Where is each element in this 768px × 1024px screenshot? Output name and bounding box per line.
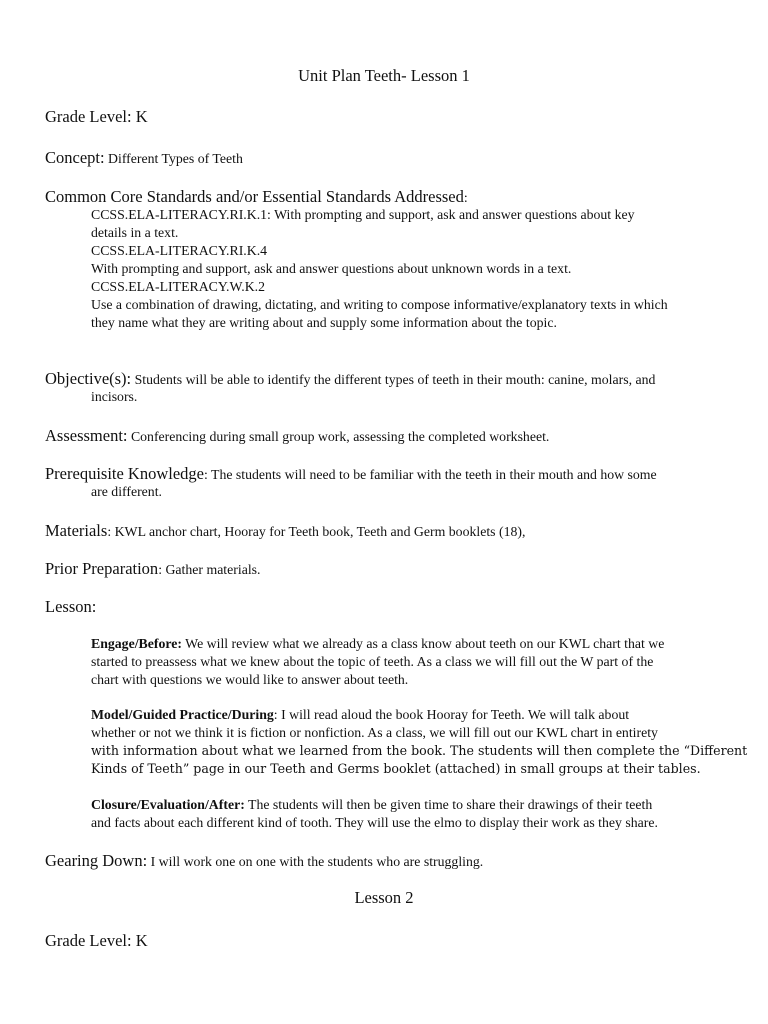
standard-line-3: CCSS.ELA-LITERACY.RI.K.4: [91, 243, 268, 258]
standards-colon: :: [463, 190, 468, 205]
standard-line-7: they name what they are writing about and supply some information about the topic.: [91, 315, 557, 330]
materials-label: Materials: [45, 521, 108, 540]
model-line-4: Kinds of Teeth” page in our Teeth and Germs booklet (attached) in small groups at their tables.: [91, 761, 701, 776]
grade-level-line-2: [45, 931, 148, 951]
prereq-line: [45, 464, 657, 484]
prereq-label: Prerequisite Knowledge: [45, 464, 204, 483]
model-label: Model/Guided Practice/During: [91, 707, 274, 722]
objective-value-1: Students will be able to identify the different types of teeth in their mouth: canine, molars, and: [131, 372, 656, 387]
engage-line-3: chart with questions we would like to answer about teeth.: [91, 672, 409, 687]
prior-prep-line: [45, 559, 260, 579]
assessment-line: [45, 426, 549, 446]
gearing-down-line: [45, 851, 483, 871]
engage-label: Engage/Before:: [91, 636, 182, 651]
closure-text-1: The students will then be given time to share their drawings of their teeth: [244, 797, 653, 812]
concept-label: Concept:: [45, 148, 105, 167]
closure-line-1: [91, 797, 652, 813]
model-line-3: with information about what we learned from the book. The students will then complete the “Different: [91, 743, 748, 758]
standards-label: Common Core Standards and/or Essential Standards Addressed: [45, 187, 464, 206]
engage-text-1: We will review what we already as a class know about teeth on our KWL chart that we: [181, 636, 665, 651]
model-line-1: [91, 707, 629, 723]
closure-line-2: and facts about each different kind of tooth. They will use the elmo to display their work as they share.: [91, 815, 658, 830]
lesson-label: Lesson:: [45, 597, 97, 616]
objective-line: [45, 369, 655, 389]
grade-level-value-2: K: [131, 931, 148, 950]
standards-heading: [45, 187, 468, 207]
assessment-label: Assessment:: [45, 426, 128, 445]
assessment-value: Conferencing during small group work, assessing the completed worksheet.: [127, 429, 550, 444]
document-title: Unit Plan Teeth- Lesson 1: [298, 66, 470, 85]
grade-level-label: Grade Level:: [45, 107, 132, 126]
model-line-2: whether or not we think it is fiction or nonfiction. As a class, we will fill out our KWL chart in entirety: [91, 725, 658, 740]
grade-level-line: [45, 107, 148, 127]
prereq-value-2: are different.: [91, 484, 162, 499]
standard-line-4: With prompting and support, ask and answer questions about unknown words in a text.: [91, 261, 572, 276]
concept-line: [45, 148, 243, 168]
gearing-down-value: I will work one on one with the students who are struggling.: [147, 854, 484, 869]
objective-value-2: incisors.: [91, 389, 138, 404]
grade-level-value: K: [131, 107, 148, 126]
engage-line-1: [91, 636, 664, 652]
prior-prep-value: : Gather materials.: [158, 562, 261, 577]
standard-line-6: Use a combination of drawing, dictating, and writing to compose informative/explanatory texts in which: [91, 297, 668, 312]
closure-label: Closure/Evaluation/After:: [91, 797, 245, 812]
gearing-down-label: Gearing Down:: [45, 851, 148, 870]
standard-line-1: CCSS.ELA-LITERACY.RI.K.1: With prompting and support, ask and answer questions about key: [91, 207, 635, 222]
standard-line-5: CCSS.ELA-LITERACY.W.K.2: [91, 279, 266, 294]
standard-line-2: details in a text.: [91, 225, 179, 240]
concept-value: Different Types of Teeth: [104, 151, 243, 166]
materials-line: [45, 521, 525, 541]
grade-level-label-2: Grade Level:: [45, 931, 132, 950]
lesson-2-title: Lesson 2: [354, 888, 414, 907]
materials-value: : KWL anchor chart, Hooray for Teeth book, Teeth and Germ booklets (18),: [107, 524, 526, 539]
model-text-1: : I will read aloud the book Hooray for Teeth. We will talk about: [273, 707, 630, 722]
objective-label: Objective(s):: [45, 369, 132, 388]
prereq-value-1: : The students will need to be familiar with the teeth in their mouth and how some: [204, 467, 657, 482]
prior-prep-label: Prior Preparation: [45, 559, 159, 578]
engage-line-2: started to preassess what we knew about the topic of teeth. As a class we will fill out the W part of the: [91, 654, 654, 669]
